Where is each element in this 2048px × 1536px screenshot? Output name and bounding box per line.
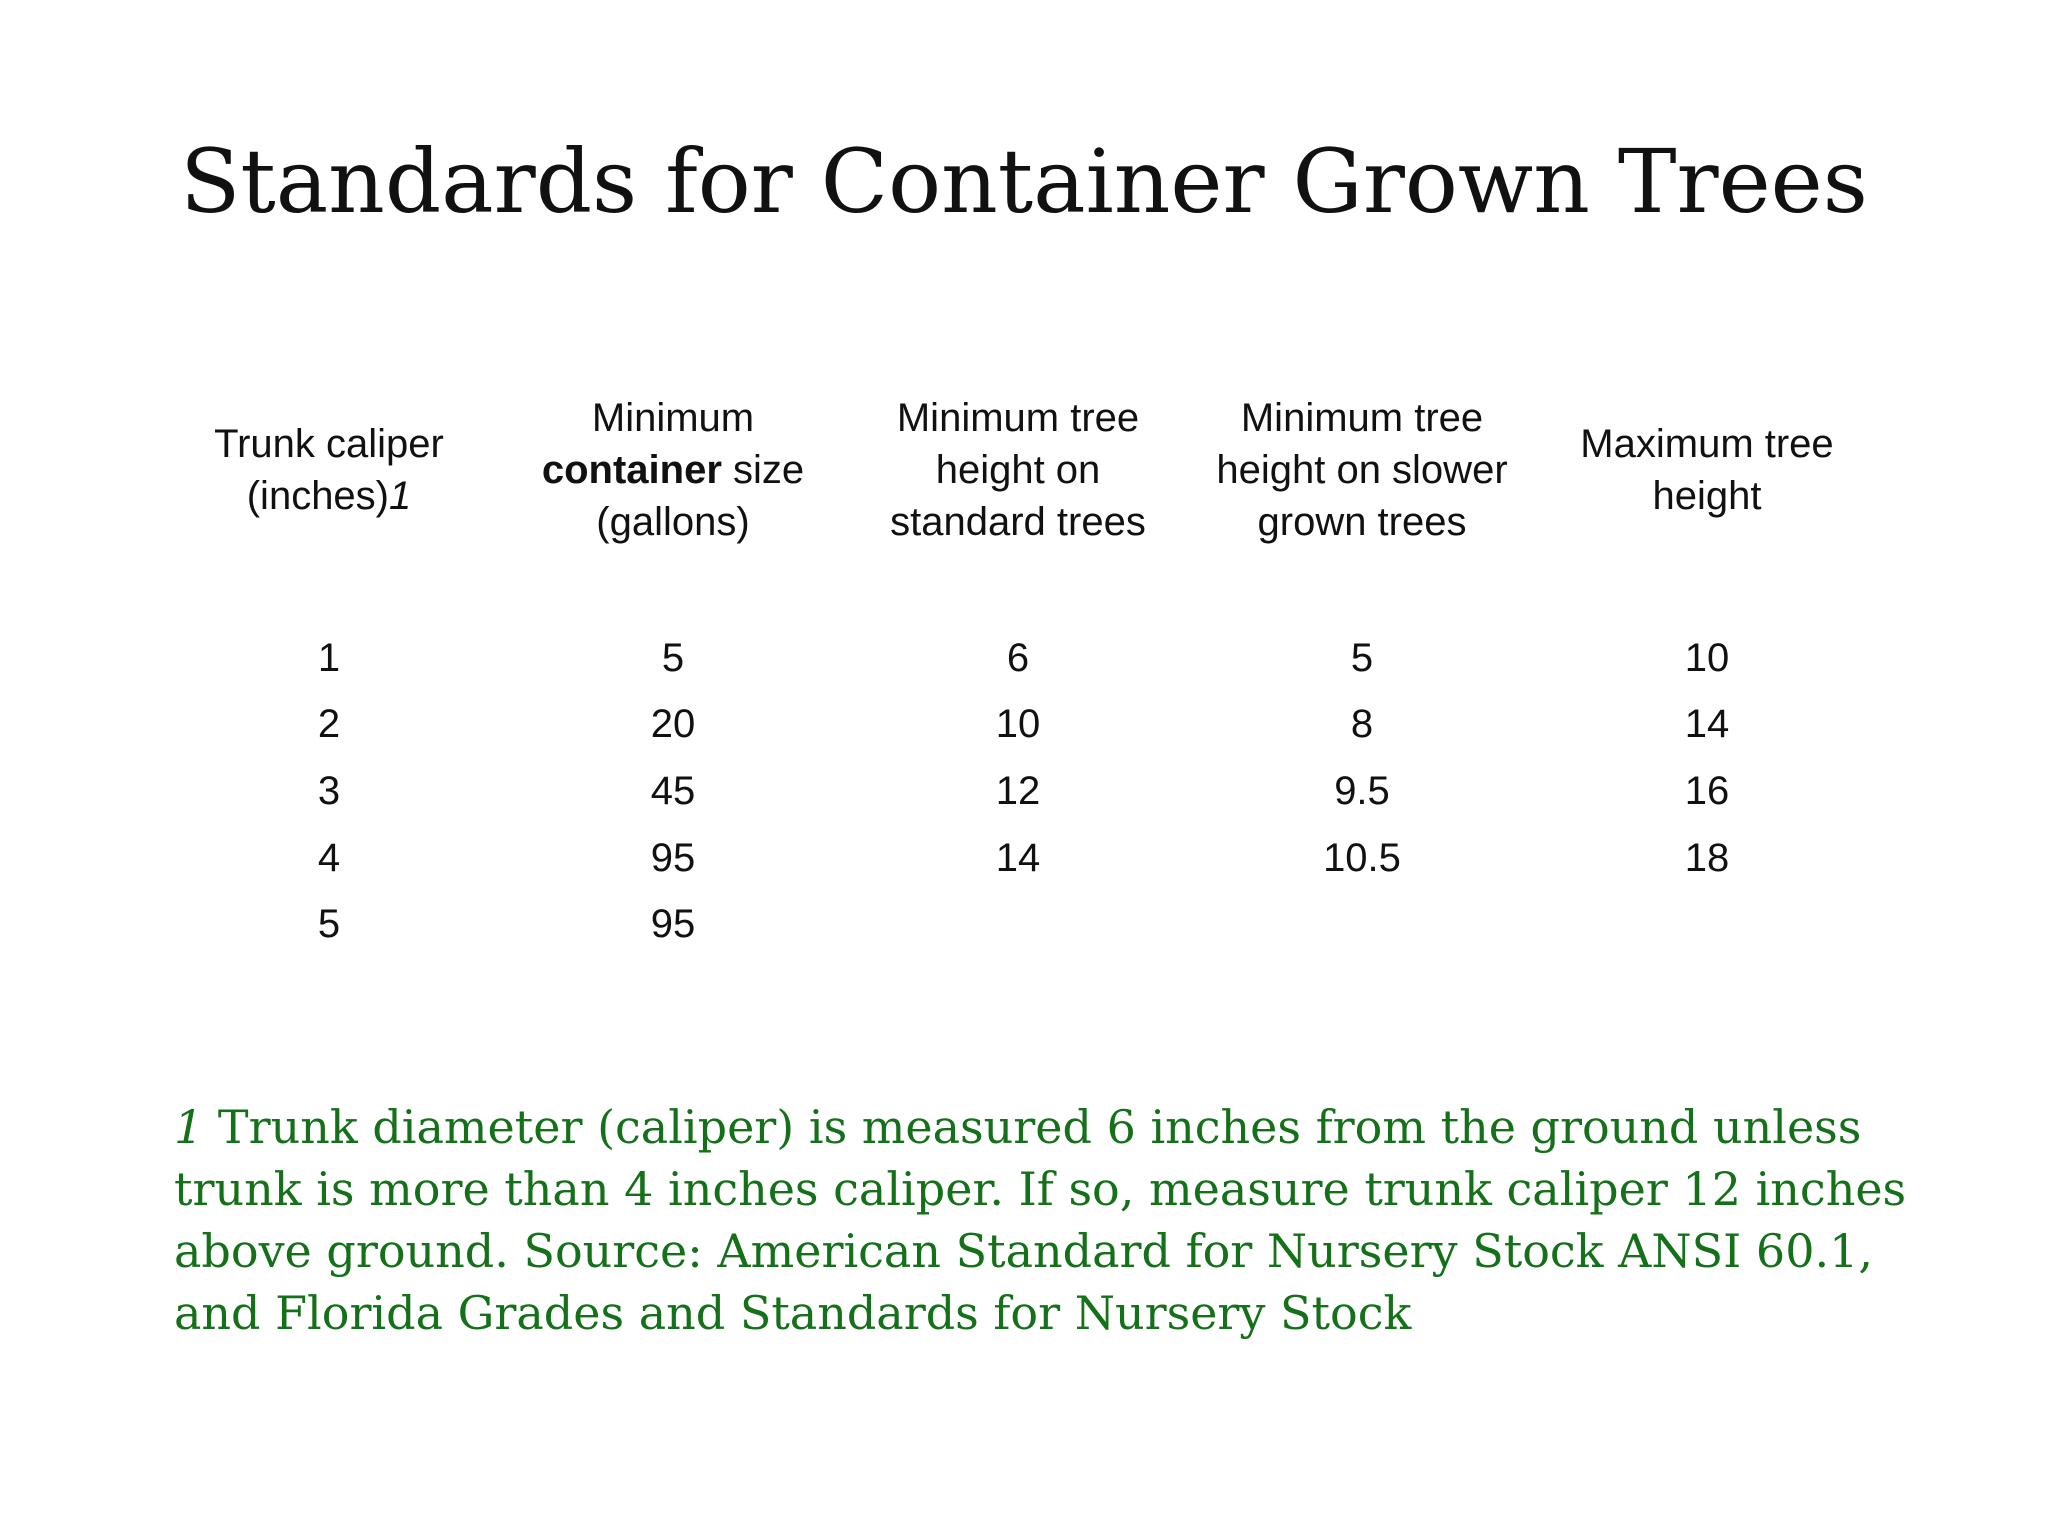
footnote-text: Trunk diameter (caliper) is measured 6 inches from the ground unless [203,1100,1862,1154]
header-line [169,470,489,522]
table-cell: 6 [1006,636,1030,680]
header-max-height [1547,418,1867,522]
header-line: Minimum tree [896,396,1140,440]
footnote-line: above ground. Source: American Standard for Nursery Stock ANSI 60.1, [174,1224,1873,1278]
header-min-height-standard [858,392,1178,548]
header-emphasis: container [541,448,722,492]
footnote-line: trunk is more than 4 inches caliper. If so, measure trunk caliper 12 inches [174,1162,1907,1216]
header-line: height on [935,448,1101,492]
header-line: Minimum tree [1240,396,1484,440]
table-cell: 12 [995,769,1041,813]
footnote-marker: 1 [389,474,412,518]
header-line: Maximum tree [1580,422,1834,466]
header-line: height [1652,474,1762,518]
table-cell: 10.5 [1323,836,1401,880]
table-cell: 1 [317,636,341,680]
header-line: grown trees [1257,500,1467,544]
table-cell: 10 [1684,636,1730,680]
table-cell: 45 [650,769,696,813]
header-line: Trunk caliper [214,422,444,466]
footnote-line: and Florida Grades and Standards for Nursery Stock [174,1286,1412,1340]
table-cell: 5 [1350,636,1374,680]
header-text: size [721,448,805,492]
header-line: (gallons) [596,500,750,544]
table-cell: 95 [650,902,696,946]
table-cell: 4 [317,836,341,880]
table-cell: 10 [995,702,1041,746]
footnote-marker: 1 [174,1100,204,1154]
table-cell: 5 [317,902,341,946]
table-cell: 8 [1350,702,1374,746]
header-line [513,444,833,496]
table-cell: 95 [650,836,696,880]
header-line: height on slower [1216,448,1508,492]
header-line: Minimum [591,396,755,440]
table-cell: 14 [1684,702,1730,746]
table-cell: 14 [995,836,1041,880]
header-line: standard trees [890,500,1146,544]
table-cell: 9.5 [1334,769,1390,813]
footnote [174,1096,1907,1344]
table-cell: 20 [650,702,696,746]
header-min-height-slower [1202,392,1522,548]
table-cell: 16 [1684,769,1730,813]
header-trunk-caliper [169,418,489,522]
table-cell: 3 [317,769,341,813]
table-cell: 18 [1684,836,1730,880]
footnote-line [174,1096,1874,1158]
header-text: (inches) [246,474,389,518]
table-cell: 5 [661,636,685,680]
header-min-container-size [513,392,833,548]
slide-title: Standards for Container Grown Trees [180,130,1868,233]
table-cell: 2 [317,702,341,746]
